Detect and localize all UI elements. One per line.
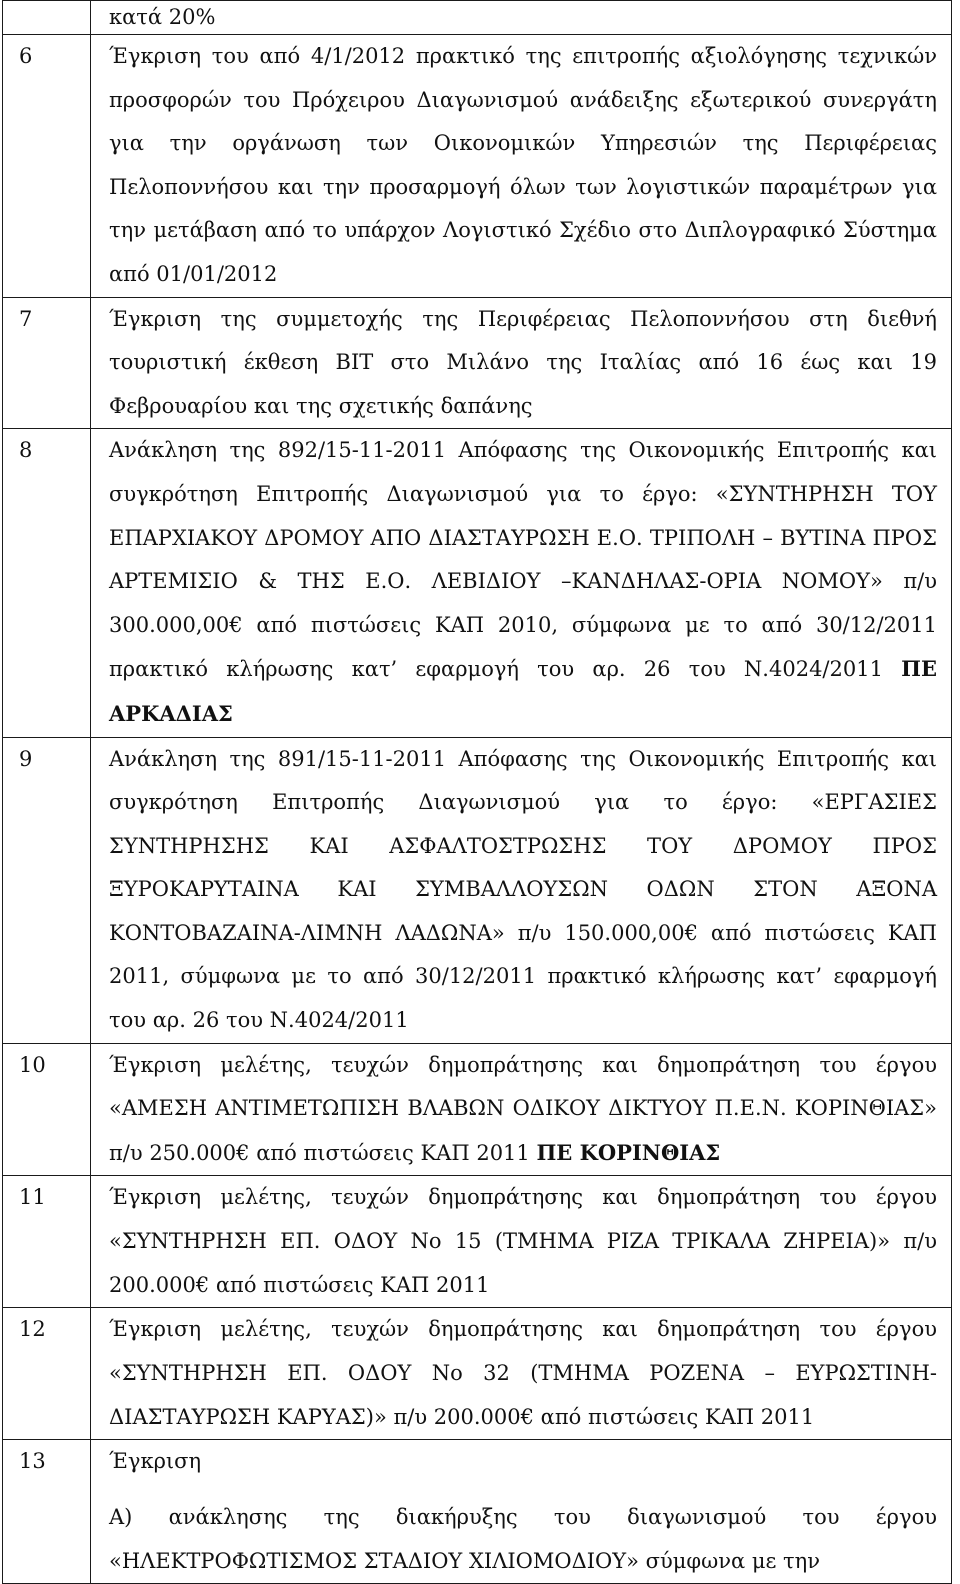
item-number: 12 [3, 1308, 91, 1440]
table-row [3, 737, 952, 1043]
item-text [91, 1, 952, 35]
table-row [3, 1, 952, 35]
item-description: Έγκριση μελέτης, τευχών δημοπράτησης και δημοπράτηση του έργου «ΣΥΝΤΗΡΗΣΗ ΕΠ. ΟΔΟΥ Νο 32 (ΤΜΗΜΑ ΡΟΖΕΝΑ – ΕΥΡΩΣΤΙΝΗ-ΔΙΑΣΤΑΥΡΩΣΗ ΚΑΡΥΑΣ)» π/υ 200.000€ από πιστώσεις ΚΑΠ 2011 [109, 1317, 937, 1429]
item-description: Έγκριση [109, 1449, 202, 1474]
item-description [109, 429, 937, 736]
item-number: 6 [3, 35, 91, 298]
item-number: 11 [3, 1176, 91, 1308]
table-row [3, 1043, 952, 1176]
item-text [91, 1308, 952, 1440]
table-row [3, 1440, 952, 1584]
item-text [91, 1440, 952, 1584]
agenda-table [2, 0, 952, 1584]
table-row [3, 1308, 952, 1440]
item-number: 13 [3, 1440, 91, 1584]
item-description: κατά 20% [109, 5, 216, 29]
item-description-text: Ανάκληση της 892/15-11-2011 Απόφασης της Οικονομικής Επιτροπής και συγκρότηση Επιτροπής Διαγωνισμού για το έργο: «ΣΥΝΤΗΡΗΣΗ ΤΟΥ ΕΠΑΡΧΙΑΚΟΥ ΔΡΟΜΟΥ ΑΠΟ ΔΙΑΣΤΑΥΡΩΣΗ Ε.Ο. ΤΡΙΠΟΛΗ – ΒΥΤΙΝΑ ΠΡΟΣ ΑΡΤΕΜΙΣΙΟ & ΤΗΣ Ε.Ο. ΛΕΒΙΔΙΟΥ –ΚΑΝΔΗΛΑΣ-ΟΡΙΑ ΝΟΜΟΥ» π/υ 300.000,00€ από πιστώσεις ΚΑΠ 2010, σύμφωνα με το από 30/12/2011 πρακτικό κλήρωσης κατ’ εφαρμογή του αρ. 26 του Ν.4024/2011 [109, 438, 937, 682]
item-text [91, 1043, 952, 1176]
item-text [91, 429, 952, 737]
item-number: 10 [3, 1043, 91, 1176]
item-description: Έγκριση της συμμετοχής της Περιφέρειας Πελοποννήσου στη διεθνή τουριστική έκθεση BIT στο Μιλάνο της Ιταλίας από 16 έως και 19 Φεβρουαρίου και της σχετικής δαπάνης [109, 306, 937, 418]
item-number: 7 [3, 297, 91, 429]
item-number [3, 1, 91, 35]
item-description-text: Έγκριση μελέτης, τευχών δημοπράτησης και δημοπράτηση του έργου «ΑΜΕΣΗ ΑΝΤΙΜΕΤΩΠΙΣΗ ΒΛΑΒΩΝ ΟΔΙΚΟΥ ΔΙΚΤΥΟΥ Π.Ε.Ν. ΚΟΡΙΝΘΙΑΣ» π/υ 250.000€ από πιστώσεις ΚΑΠ 2011 [109, 1052, 937, 1165]
table-row [3, 35, 952, 298]
item-number: 8 [3, 429, 91, 737]
table-row [3, 297, 952, 429]
item-sub-description: Α) ανάκλησης της διακήρυξης του διαγωνισμού του έργου «ΗΛΕΚΤΡΟΦΩΤΙΣΜΟΣ ΣΤΑΔΙΟΥ ΧΙΛΙΟΜΟΔΙΟΥ» σύμφωνα με την [109, 1505, 937, 1573]
item-number: 9 [3, 737, 91, 1043]
item-text [91, 1176, 952, 1308]
item-text [91, 297, 952, 429]
item-description: Έγκριση του από 4/1/2012 πρακτικό της επιτροπής αξιολόγησης τεχνικών προσφορών του Πρόχειρου Διαγωνισμού ανάδειξης εξωτερικού συνεργάτη για την οργάνωση των Οικονομικών Υπηρεσιών της Περιφέρειας Πελοποννήσου και την προσαρμογή όλων των λογιστικών παραμέτρων για την μετάβαση από το υπάρχον Λογιστικό Σχέδιο στο Διπλογραφικό Σύστημα από 01/01/2012 [109, 44, 937, 286]
table-row [3, 429, 952, 737]
item-description: Ανάκληση της 891/15-11-2011 Απόφασης της Οικονομικής Επιτροπής και συγκρότηση Επιτροπής Διαγωνισμού για το έργο: «ΕΡΓΑΣΙΕΣ ΣΥΝΤΗΡΗΣΗΣ ΚΑΙ ΑΣΦΑΛΤΟΣΤΡΩΣΗΣ ΤΟΥ ΔΡΟΜΟΥ ΠΡΟΣ ΞΥΡΟΚΑΡΥΤΑΙΝΑ ΚΑΙ ΣΥΜΒΑΛΛΟΥΣΩΝ ΟΔΩΝ ΣΤΟΝ ΑΞΟΝΑ ΚΟΝΤΟΒΑΖΑΙΝΑ-ΛΙΜΝΗ ΛΑΔΩΝΑ» π/υ 150.000,00€ από πιστώσεις ΚΑΠ 2011, σύμφωνα με το από 30/12/2011 πρακτικό κλήρωσης κατ’ εφαρμογή του αρ. 26 του Ν.4024/2011 [109, 746, 937, 1033]
regional-unit-label: ΠΕ ΑΡΚΑΔΙΑΣ [109, 656, 937, 726]
item-description [109, 1044, 937, 1176]
item-text [91, 35, 952, 298]
regional-unit-label: ΠΕ ΚΟΡΙΝΘΙΑΣ [536, 1139, 721, 1165]
table-row [3, 1176, 952, 1308]
item-text [91, 737, 952, 1043]
item-description: Έγκριση μελέτης, τευχών δημοπράτησης και δημοπράτηση του έργου «ΣΥΝΤΗΡΗΣΗ ΕΠ. ΟΔΟΥ Νο 15 (ΤΜΗΜΑ ΡΙΖΑ ΤΡΙΚΑΛΑ ΖΗΡΕΙΑ)» π/υ 200.000€ από πιστώσεις ΚΑΠ 2011 [109, 1185, 937, 1297]
